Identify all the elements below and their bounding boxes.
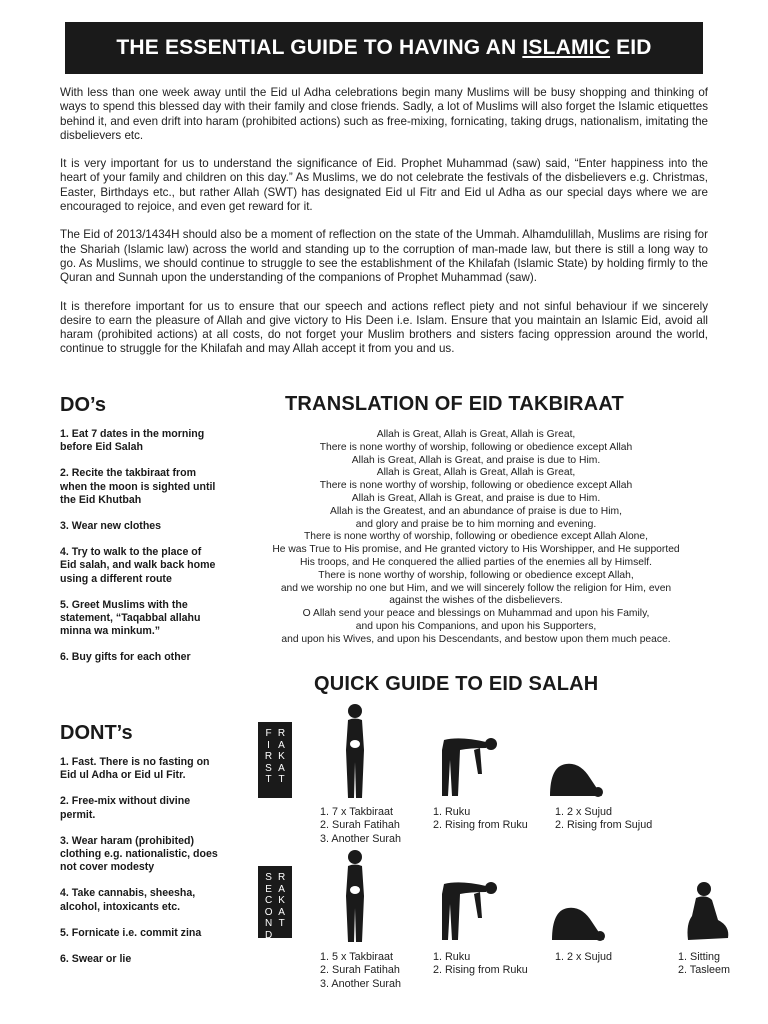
takbiraat-text [232,429,720,647]
rakat-letter: T [278,774,285,785]
list-item: 3. Wear haram (prohibited) clothing e.g. nationalistic, does not cover modesty [60,834,218,874]
takbiraat-line: against the wishes of the disbelievers. [389,595,563,607]
ruku-figure-icon [440,734,498,798]
rakat-word-second [264,872,273,941]
title-text-underlined: ISLAMIC [522,36,611,59]
rakat-letter: A [278,883,285,895]
caption-line: 1. 7 x Takbiraat [320,806,394,818]
list-item: 6. Buy gifts for each other [60,651,191,664]
second-rakat-caption-sitting [678,951,730,978]
takbiraat-line: and glory and praise be to him morning and evening. [355,518,597,530]
sujud-figure-icon [550,900,608,942]
caption-line: 1. Sitting [678,951,721,963]
rakat-letter: A [278,906,285,918]
second-rakat-caption-standing [320,951,401,991]
donts-list [60,756,220,979]
caption-line: 3. Another Surah [320,977,402,990]
caption-line: 1. 2 x Sujud [555,806,613,818]
rakat-letter: T [265,774,272,785]
list-item: 6. Swear or lie [60,953,132,966]
takbiraat-line: He was True to His promise, and He granted victory to His Worshipper, and He supported [272,544,680,556]
caption-line: 1. 2 x Sujud [555,951,613,963]
takbiraat-line: Allah is Great, Allah is Great, and praise is due to Him. [351,454,601,466]
caption-line: 2. Tasleem [678,964,731,977]
rakat-letter: R [264,751,273,762]
rakat-letter: N [265,918,273,929]
rakat-letter: K [278,751,285,762]
rakat-letter: E [265,883,272,895]
list-item: 5. Fornicate i.e. commit zina [60,926,202,939]
second-rakat-caption-sujud [555,951,612,964]
list-item: 2. Recite the takbiraat from when the moon is sighted until the Eid Khutbah [60,467,216,506]
takbiraat-line: and we worship no one but Him, and we will sincerely follow the religion for Him, even [280,582,672,594]
takbiraat-line: Allah is Great, Allah is Great, Allah is Great, [376,429,576,440]
second-rakat-label [258,866,292,941]
rakat-letter: I [267,739,270,751]
rakat-letter: S [265,762,272,774]
caption-line: 2. Rising from Ruku [433,964,528,977]
takbiraat-line: and upon his Companions, and upon his Supporters, [355,620,597,632]
caption-line: 2. Surah Fatihah [320,819,400,832]
rakat-letter: D [265,929,273,941]
sitting-figure-icon [684,880,732,942]
list-item: 5. Greet Muslims with the statement, “Taqabbal allahu minna wa minkum.” [60,598,201,638]
intro-section [60,86,708,371]
takbiraat-line: There is none worthy of worship, following or obedience except Allah Alone, [303,531,648,543]
intro-paragraph: It is therefore important for us to ensure that our speech and actions reflect piety and not sinful behaviour if we sincerely desire to earn the pleasure of Allah and give victory to His Deen i.e. Islam. Ensure that you maintain an Islamic Eid, avoid all haram (prohibited actions) at all costs, do not forget your Muslim brothers and sisters facing oppression around the world, continue to struggle for the Khilafah and may Allah accept it from you and us. [60,299,708,356]
takbiraat-line: There is none worthy of worship, following or obedience except Allah [319,480,633,492]
standing-figure-icon [336,848,374,944]
caption-line: 2. Rising from Sujud [555,819,653,832]
caption-line: 1. Ruku [433,806,471,818]
intro-paragraph: The Eid of 2013/1434H should also be a moment of reflection on the state of the Ummah. Alhamdulillah, Muslims are rising for the Shariah (Islamic law) across the world and standing up to the corruption of man-made law, but there is still a long way to go. As Muslims, we should continue to struggle to see the establishment of the Khilafah (Islamic State) by holding firmly to the Quran and Sunnah upon the understanding of the companions of Prophet Muhammad (saw). [60,228,708,285]
rakat-word-first [265,728,272,792]
list-item: 4. Take cannabis, sheesha, alcohol, intoxicants etc. [60,887,196,913]
sujud-figure-icon [548,756,606,798]
list-item: 3. Wear new clothes [60,520,162,533]
list-item: 4. Try to walk to the place of Eid salah, and walk back home using a different route [60,546,216,585]
standing-figure-icon [336,702,374,800]
salah-heading: QUICK GUIDE TO EID SALAH [314,673,599,695]
dos-list [60,428,220,678]
list-item: 1. Fast. There is no fasting on Eid ul Adha or Eid ul Fitr. [60,756,210,782]
takbiraat-line: His troops, and He conquered the allied parties of the enemies all by Himself. [300,556,652,568]
caption-line: 3. Another Surah [320,832,402,845]
donts-heading: DONT’s [60,722,133,744]
takbiraat-line: Allah is the Greatest, and an abundance of praise is due to Him, [330,505,622,517]
first-rakat-label [258,722,292,798]
title-text-after: EID [616,36,652,59]
rakat-letter: F [265,728,272,739]
intro-paragraph: It is very important for us to understand the significance of Eid. Prophet Muhammad (saw) said, “Enter happiness into the heart of your family and children on this day.” As Muslims, we do not celebrate the festivals of the disbelievers e.g. Christmas, Easter, Birthdays etc., but rather Allah (SWT) has designated Eid ul Fitr and Eid ul Adha as our special days where we are encouraged to rejoice, and even get reward for it. [60,157,708,214]
takbiraat-line: There is none worthy of worship, following or obedience except Allah, [318,569,634,581]
rakat-letter: T [278,918,285,929]
rakat-word-rakat [278,728,285,792]
caption-line: 2. Surah Fatihah [320,964,400,977]
rakat-letter: R [278,872,286,883]
caption-line: 2. Rising from Ruku [433,819,528,832]
list-item: 1. Eat 7 dates in the morning before Eid Salah [60,428,205,454]
takbiraat-line: There is none worthy of worship, following or obedience except Allah [319,441,633,453]
dos-heading: DO’s [60,394,106,416]
ruku-figure-icon [440,878,498,942]
second-rakat-caption-ruku [433,951,528,978]
caption-line: 1. Ruku [433,951,471,963]
first-rakat-caption-sujud [555,806,652,833]
rakat-letter: A [278,762,285,774]
first-rakat-caption-ruku [433,806,528,833]
takbiraat-line: Allah is Great, Allah is Great, Allah is Great, [376,467,576,479]
page-title [65,22,703,74]
list-item: 2. Free-mix without divine permit. [60,795,191,821]
rakat-letter: K [278,895,285,906]
rakat-letter: R [277,728,286,739]
takbiraat-line: and upon his Wives, and upon his Descendants, and bestow upon them much peace. [281,633,671,645]
rakat-letter: A [278,739,285,751]
title-text-before: THE ESSENTIAL GUIDE TO HAVING AN [116,36,517,59]
first-rakat-caption-standing [320,806,401,846]
rakat-letter: O [264,906,273,918]
rakat-word-rakat [278,872,285,932]
takbiraat-line: Allah is Great, Allah is Great, and praise is due to Him. [351,492,601,504]
intro-paragraph: With less than one week away until the Eid ul Adha celebrations begin many Muslims will be busy shopping and thinking of ways to spend this blessed day with their family and close friends. Sadly, a lot of Muslims will also forget the Islamic etiquettes behind it, and even drift into haram (prohibited actions) such as free-mixing, fornicating, taking drugs, nationalism, imitating the disbelievers etc. [60,86,708,142]
rakat-letter: C [265,895,273,906]
takbiraat-line: O Allah send your peace and blessings on Muhammad and upon his Family, [302,608,650,620]
takbiraat-heading: TRANSLATION OF EID TAKBIRAAT [285,393,624,415]
caption-line: 1. 5 x Takbiraat [320,951,394,963]
rakat-letter: S [265,872,272,883]
